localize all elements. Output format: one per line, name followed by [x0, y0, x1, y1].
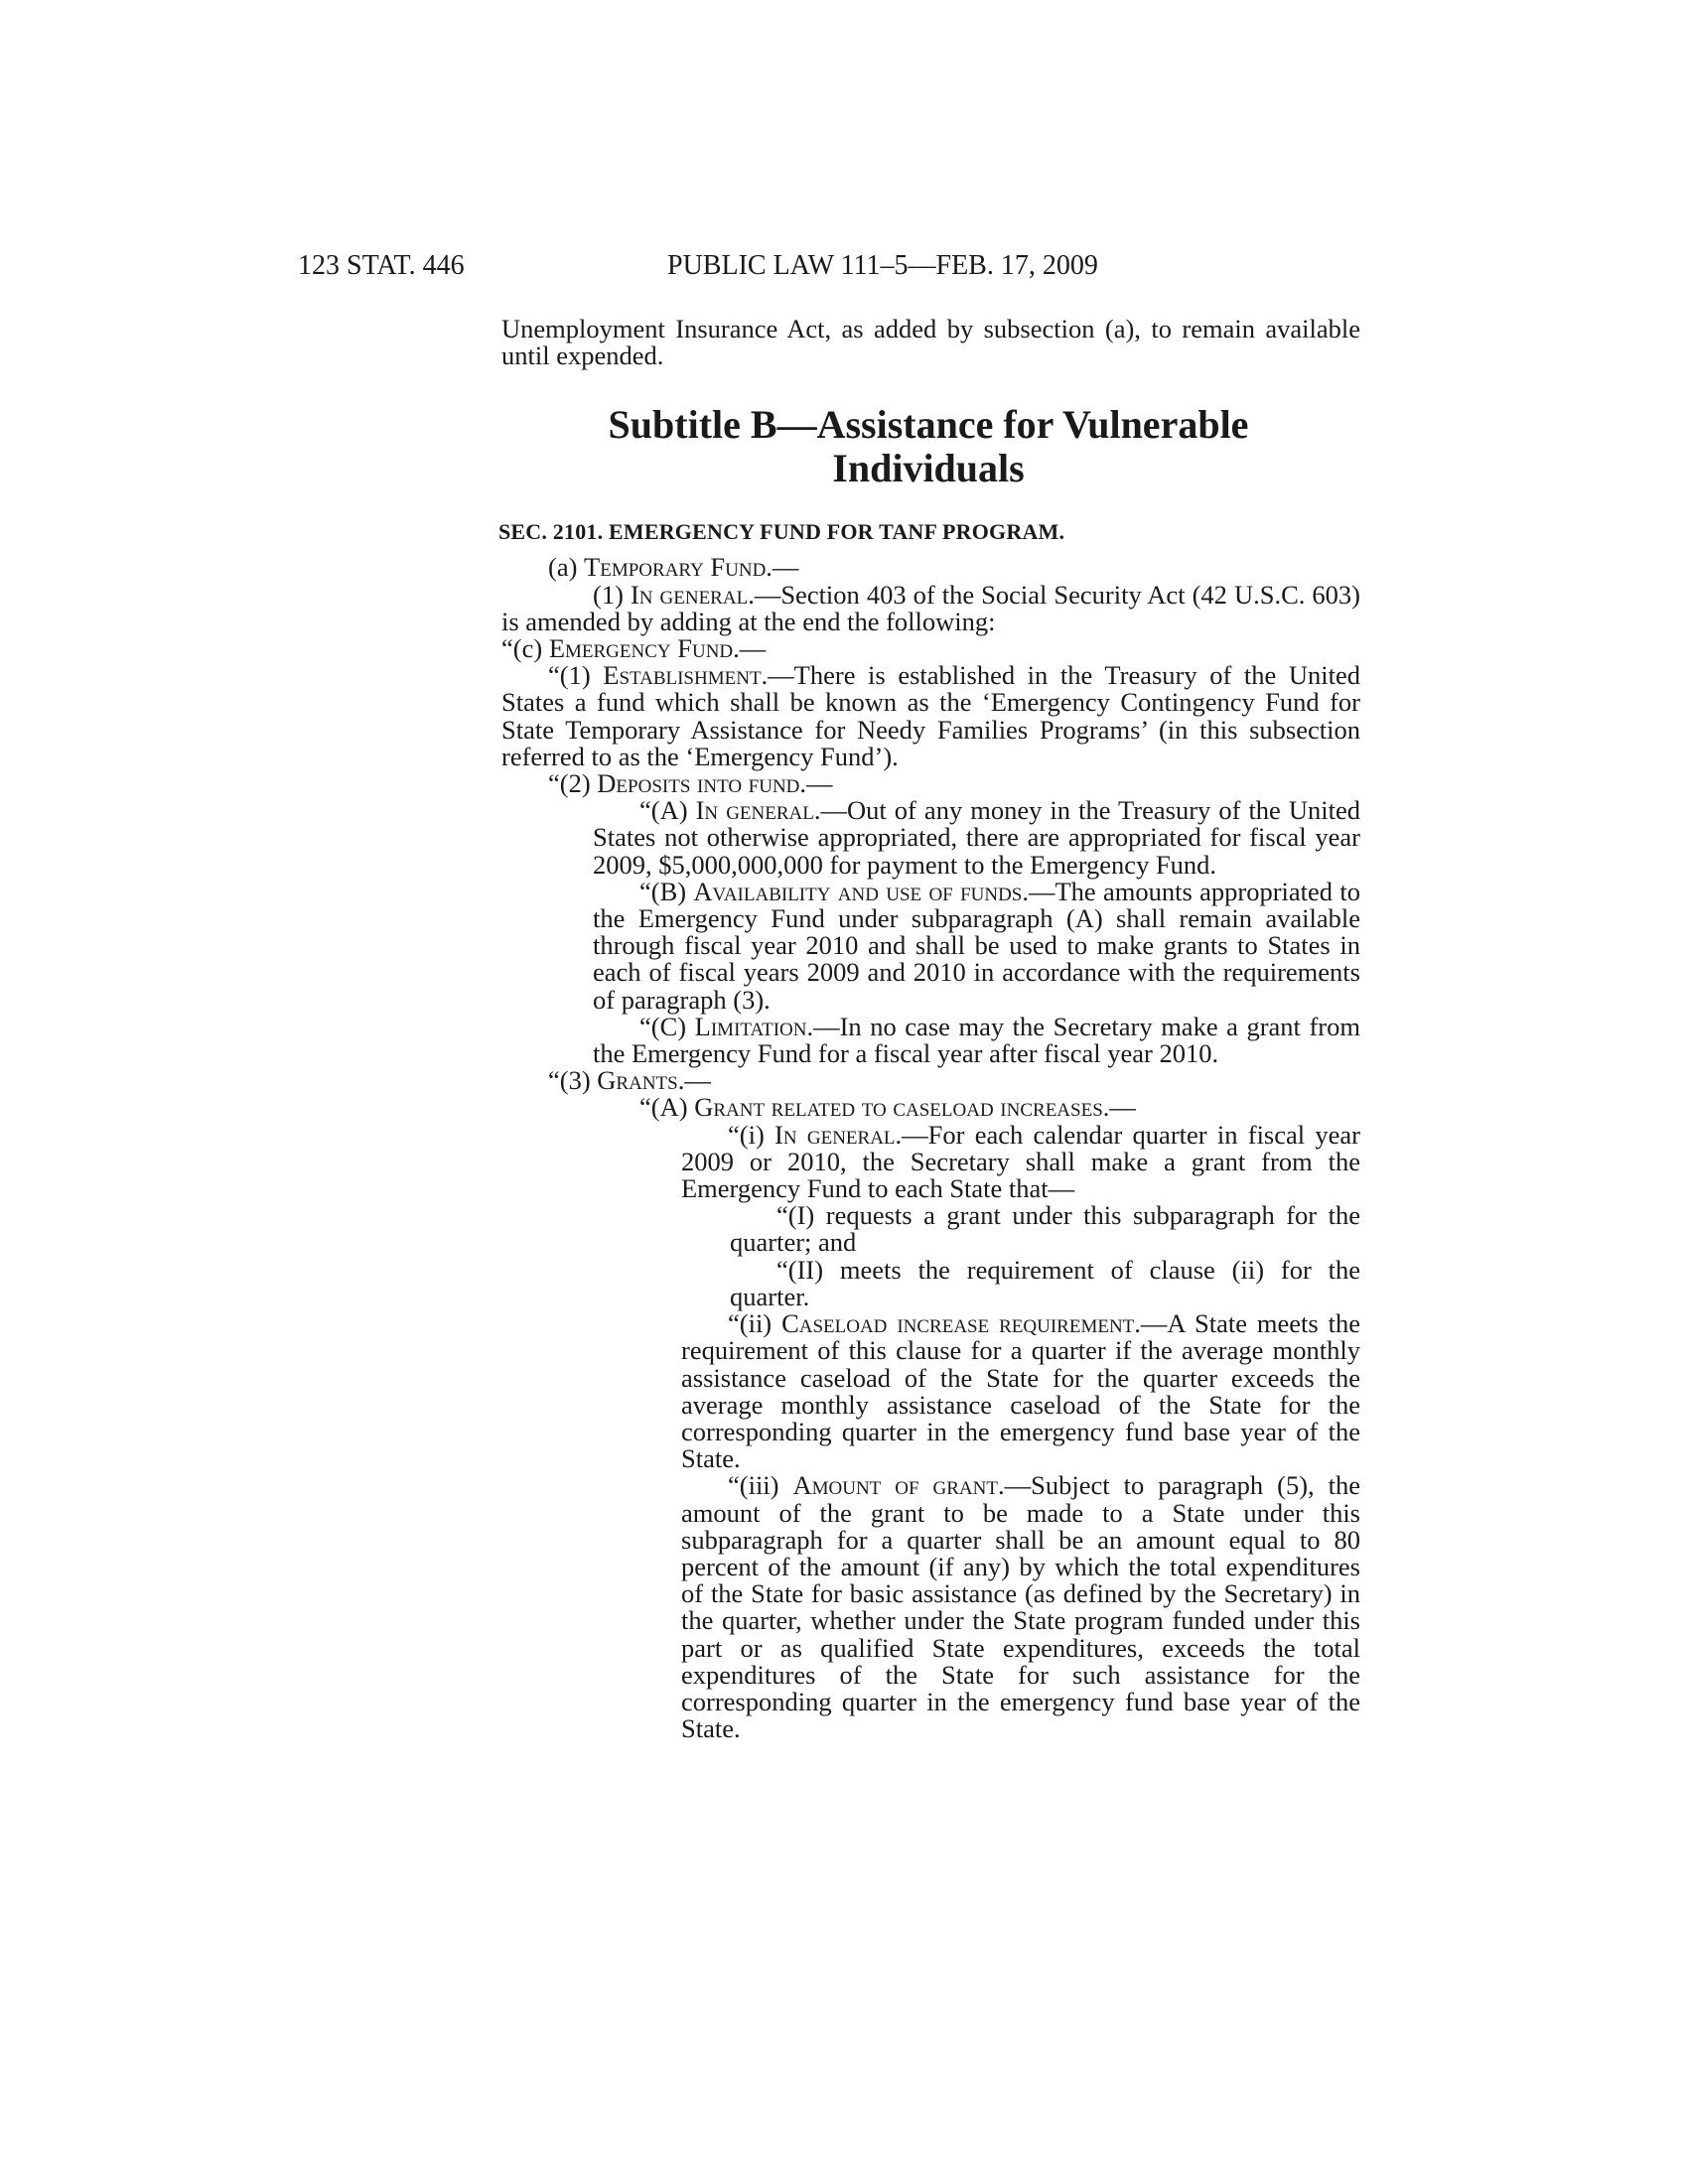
para-num: “(3): [548, 1065, 598, 1096]
para-text: .—: [733, 633, 767, 664]
para-num: “(B): [639, 876, 694, 906]
para-title: Deposits into fund: [597, 768, 800, 799]
para-num: “(c): [501, 633, 549, 664]
para-text: .—There is established in the Treasury of the United States a fund which shall be known as the ‘Emergency Contingency Fund for State Temporary Assistance for Needy Families Programs’ (in this subsection referred to as the ‘Emergency Fund’).: [501, 660, 1360, 771]
para-title: In general: [774, 1119, 896, 1150]
para-num: “(1): [548, 660, 604, 691]
page-folio: 123 STAT. 446: [298, 250, 465, 281]
para-title: Grants: [597, 1065, 678, 1096]
para-text: .—: [799, 768, 833, 799]
para-c3Ai: [501, 1119, 1361, 1204]
para-c2A: [501, 797, 1360, 879]
para-title: Emergency Fund: [548, 633, 734, 664]
para-c3A: [501, 1094, 1360, 1121]
para-a: [501, 554, 1360, 581]
para-num: “(A): [639, 795, 696, 826]
para-num: (a): [548, 552, 585, 583]
para-c3Aiii: [501, 1472, 1360, 1742]
para-title: Amount of grant: [792, 1470, 998, 1501]
para-num: “(i): [728, 1119, 775, 1150]
para-text: .—A State meets the requirement of this clause for a quarter if the average monthly assistance caseload of the State for the quarter exceeds the average monthly assistance caseload of the State for the corresponding quarter in the emergency fund base year of the State.: [681, 1308, 1360, 1474]
para-num: (1): [593, 579, 631, 610]
para-title: Limitation: [694, 1011, 807, 1041]
para-c: [501, 635, 1360, 662]
para-c3Aii: [501, 1310, 1360, 1472]
para-text: .—Section 403 of the Social Security Act (42 U.S.C. 603) is amended by adding at the end the following:: [501, 579, 1360, 636]
para-c3: [501, 1067, 1360, 1094]
para-text: .—For each calendar quarter in fiscal year 2009 or 2010, the Secretary shall make a grant from the Emergency Fund to each State that—: [681, 1119, 1361, 1204]
para-c2: [501, 770, 1360, 797]
para-num: “(2): [548, 768, 598, 799]
para-c3AiII: “(II) meets the requirement of clause (ii) for the quarter.: [730, 1254, 1360, 1311]
para-title: Caseload increase requirement: [781, 1308, 1135, 1339]
para-num: “(iii): [728, 1470, 793, 1501]
para-num: “(A): [639, 1092, 695, 1123]
subtitle-heading: [496, 403, 1360, 490]
para-c2B: [501, 876, 1360, 1015]
para-num: “(C): [639, 1011, 695, 1041]
running-header: [298, 246, 1390, 286]
para-text: .—Out of any money in the Treasury of the United States not otherwise appropriated, there are appropriated for fiscal year 2009, $5,000,000,000 for payment to the Emergency Fund.: [593, 795, 1360, 880]
section-heading: SEC. 2101. EMERGENCY FUND FOR TANF PROGRAM.: [498, 519, 1065, 545]
para-title: Availability and use of funds: [693, 876, 1023, 906]
para-c1: [501, 662, 1360, 770]
carryover-paragraph: Unemployment Insurance Act, as added by subsection (a), to remain available until expended.: [501, 314, 1360, 371]
document-body: [498, 314, 1361, 1744]
para-text: .—In no case may the Secretary make a grant from the Emergency Fund for a fiscal year after fiscal year 2010.: [593, 1011, 1360, 1069]
para-text: .—The amounts appropriated to the Emergency Fund under subparagraph (A) shall remain available through fiscal year 2010 and shall be used to make grants to States in each of fiscal years 2009 and 2010 in accordance with the requirements of paragraph (3).: [593, 876, 1360, 1015]
law-citation: PUBLIC LAW 111–5—FEB. 17, 2009: [667, 250, 1098, 281]
para-text: .—: [766, 552, 799, 583]
para-text: .—: [677, 1065, 711, 1096]
subtitle-line-1: Subtitle B—Assistance for Vulnerable: [608, 402, 1249, 448]
para-text: .—Subject to paragraph (5), the amount of the grant to be made to a State under this subparagraph for a quarter shall be an amount equal to 80 percent of the amount (if any) by which the total expenditures of the State for basic assistance (as defined by the Secretary) in the quarter, whether under the State program funded under this part or as qualified State expenditures, exceeds the total expenditures of the State for such assistance for the corresponding quarter in the emergency fund base year of the State.: [681, 1470, 1360, 1744]
para-title: Establishment: [603, 660, 762, 691]
para-c2C: [501, 1011, 1360, 1069]
para-title: In general: [630, 579, 749, 610]
para-title: Grant related to caseload increases: [694, 1092, 1103, 1123]
para-c3AiI: “(I) requests a grant under this subparagraph for the quarter; and: [730, 1200, 1360, 1258]
para-num: “(ii): [728, 1308, 782, 1339]
para-text: .—: [1102, 1092, 1136, 1123]
para-a1: [501, 579, 1360, 636]
subtitle-line-2: Individuals: [832, 446, 1025, 491]
para-title: In general: [695, 795, 814, 826]
para-title: Temporary Fund: [584, 552, 767, 583]
